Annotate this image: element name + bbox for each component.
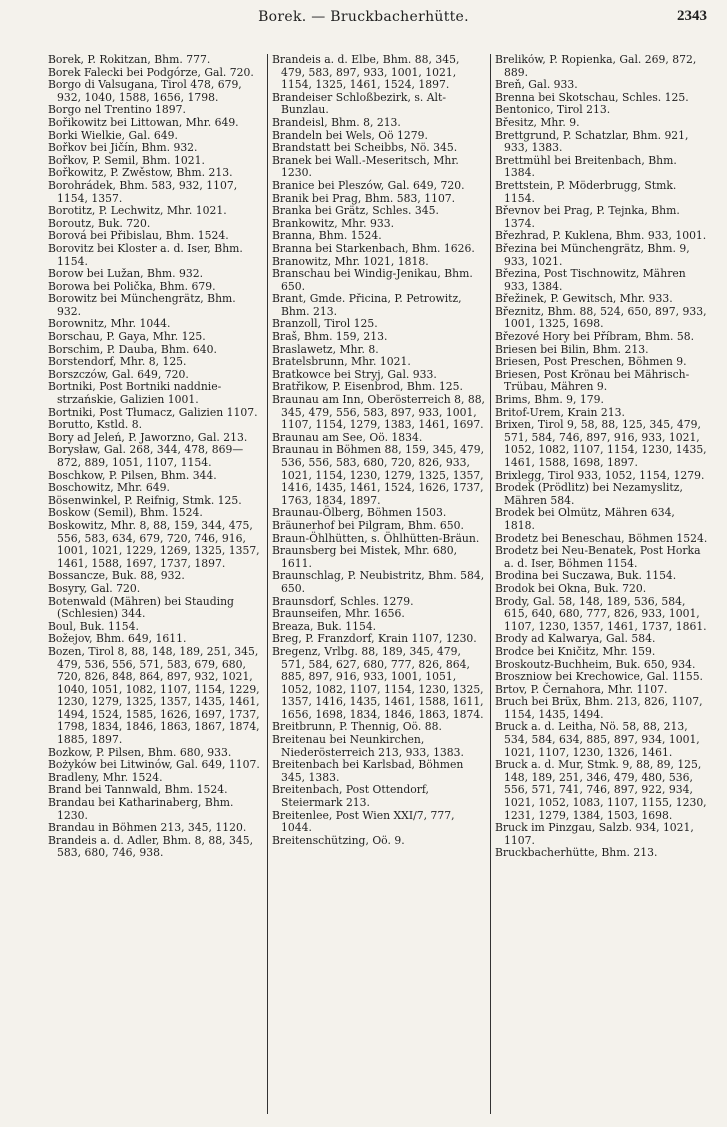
directory-entry: Bruck a. d. Mur, Stmk. 9, 88, 89, 125, 148, 189, 251, 346, 479, 480, 536, 556, 571, 741, 746, 897, 922, 934, 1021, 1052, 1083, 1107, 1155, 1230, 1231, 1279, 1384, 1503, 1698. [495,758,707,822]
directory-entry: Bratelsbrunn, Mhr. 1021. [272,355,411,369]
directory-entry: Brant, Gmde. Přicina, P. Petrowitz, Bhm. 213. [272,292,462,318]
directory-entry: Březhrad, P. Kuklena, Bhm. 933, 1001. [495,229,707,243]
directory-entry: Březové Hory bei Příbram, Bhm. 58. [495,330,695,344]
directory-entry: Bortniki, Post Tłumacz, Galizien 1107. [48,405,258,419]
column-3 [490,54,713,1114]
directory-entry: Brody, Gal. 58, 148, 189, 536, 584, 615, 640, 680, 777, 826, 933, 1001, 1107, 1230, 1357, 1461, 1737, 1861. [495,594,707,633]
directory-entry: Boroutz, Buk. 720. [48,216,151,230]
directory-entry: Boskowitz, Mhr. 8, 88, 159, 344, 475, 556, 583, 634, 679, 720, 746, 916, 1001, 1021, 1229, 1269, 1325, 1357, 1461, 1588, 1697, 1737, 1897. [48,518,260,570]
directory-entry: Borschau, P. Gaya, Mhr. 125. [48,330,206,344]
directory-entry: Bregenz, Vrlbg. 88, 189, 345, 479, 571, 584, 627, 680, 777, 826, 864, 885, 897, 916, 933, 1001, 1051, 1052, 1082, 1107, 1154, 1230, 1325, 1357, 1416, 1435, 1461, 1588, 1611, 1656, 1698, 1834, 1846, 1863, 1874. [272,644,484,721]
directory-entry: Bořkowitz, P. Zwěstow, Bhm. 213. [48,166,233,180]
directory-entry: Breitenau bei Neunkirchen, Niederösterreich 213, 933, 1383. [272,733,464,759]
directory-entry: Brandau bei Katharinaberg, Bhm. 1230. [48,796,234,822]
directory-entry: Březina bei Münchengrätz, Bhm. 9, 933, 1021. [495,241,690,268]
directory-entry: Borschim, P. Dauba, Bhm. 640. [48,342,217,356]
directory-entry: Brodina bei Suczawa, Buk. 1154. [495,569,677,583]
directory-entry: Borek, P. Rokitzan, Bhm. 777. [48,54,211,66]
directory-entry: Bruck im Pinzgau, Salzb. 934, 1021, 1107. [495,821,694,847]
directory-entry: Branna, Bhm. 1524. [272,229,382,243]
directory-entry: Braš, Bhm. 159, 213. [272,330,388,344]
directory-entry: Bratřikow, P. Eisenbrod, Bhm. 125. [272,380,463,394]
directory-entry: Brandeiser Schloßbezirk, s. Alt-Bunzlau. [272,90,446,117]
directory-entry: Breaza, Buk. 1154. [272,619,377,633]
directory-entry: Brody ad Kalwarya, Gal. 584. [495,632,656,646]
directory-entry: Boschkow, P. Pilsen, Bhm. 344. [48,468,217,482]
directory-entry: Bradleny, Mhr. 1524. [48,770,163,784]
directory-entry: Brenna bei Skotschau, Schles. 125. [495,90,689,104]
directory-entry: Brtov, P. Černahora, Mhr. 1107. [495,682,668,696]
directory-entry: Brodok bei Okna, Buk. 720. [495,581,647,595]
directory-entry: Bozen, Tirol 8, 88, 148, 189, 251, 345, 479, 536, 556, 571, 583, 679, 680, 720, 826, 848, 864, 897, 932, 1021, 1040, 1051, 1082, 1107, 1154, 1229, 1230, 1279, 1325, 1357, 1435, 1461, 1494, 1524, 1585, 1626, 1697, 1737, 1798, 1834, 1846, 1863, 1867, 1874, 1885, 1897. [48,644,260,747]
directory-entry: Broszniow bei Krechowice, Gal. 1155. [495,670,703,684]
directory-entry: Bożyków bei Litwinów, Gal. 649, 1107. [48,758,260,772]
directory-entry: Branek bei Wall.-Meseritsch, Mhr. 1230. [272,153,459,180]
directory-entry: Brandeis a. d. Adler, Bhm. 8, 88, 345, 583, 680, 746, 938. [48,833,254,860]
directory-entry: Breitbrunn, P. Thennig, Oö. 88. [272,720,442,734]
directory-entry: Březina, Post Tischnowitz, Mähren 933, 1384. [495,267,686,293]
directory-entry: Brodce bei Kničitz, Mhr. 159. [495,644,656,658]
directory-entry: Brandeln bei Wels, Oö 1279. [272,128,428,142]
directory-entry: Braun-Öhlhütten, s. Öhlhütten-Bräun. [272,531,480,545]
directory-entry: Braunschlag, P. Neubistritz, Bhm. 584, 650. [272,569,485,595]
directory-entry: Branschau bei Windig-Jenikau, Bhm. 650. [272,267,473,293]
directory-entry: Bruckbacherhütte, Bhm. 213. [495,846,658,860]
directory-entry: Bosyry, Gal. 720. [48,581,141,595]
directory-entry: Březnitz, Bhm. 88, 524, 650, 897, 933, 1001, 1325, 1698. [495,304,707,331]
directory-entry: Breitenschützing, Oö. 9. [272,833,405,847]
directory-entry: Borová bei Přibislau, Bhm. 1524. [48,229,229,243]
directory-columns [44,54,714,1114]
running-head: Borek. — Bruckbacherhütte. [258,9,469,25]
directory-entry: Bořkov, P. Semil, Bhm. 1021. [48,153,205,167]
directory-entry: Botenwald (Mähren) bei Stauding (Schlesien) 344. [48,594,234,621]
directory-entry: Boskow (Semil), Bhm. 1524. [48,506,203,520]
directory-entry: Borowa bei Polička, Bhm. 679. [48,279,216,293]
directory-entry: Bozkow, P. Pilsen, Bhm. 680, 933. [48,745,232,759]
directory-entry: Bory ad Jeleń, P. Jaworzno, Gal. 213. [48,430,248,444]
directory-entry: Borow bei Lužan, Bhm. 932. [48,267,204,281]
directory-entry: Braunau in Böhmen 88, 159, 345, 479, 536, 556, 583, 680, 720, 826, 933, 1021, 1154, 1230, 1279, 1325, 1357, 1416, 1435, 1461, 1524, 1626, 1737, 1763, 1834, 1897. [272,443,485,507]
directory-entry: Borysław, Gal. 268, 344, 478, 869—872, 889, 1051, 1107, 1154. [48,443,244,469]
directory-entry: Brand bei Tannwald, Bhm. 1524. [48,783,228,797]
directory-entry: Branna bei Starkenbach, Bhm. 1626. [272,241,475,255]
directory-entry: Bruck a. d. Leitha, Nö. 58, 88, 213, 534, 584, 634, 885, 897, 934, 1001, 1021, 1107, 1230, 1326, 1461. [495,720,700,759]
directory-entry: Brixen, Tirol 9, 58, 88, 125, 345, 479, 571, 584, 746, 897, 916, 933, 1021, 1052, 1082, 1107, 1154, 1230, 1435, 1461, 1588, 1698, 1897. [495,418,707,469]
directory-entry: Breg, P. Franzdorf, Krain 1107, 1230. [272,632,477,646]
directory-entry: Brodek bei Olmütz, Mähren 634, 1818. [495,506,675,532]
directory-entry: Brodek (Prödlitz) bei Nezamyslitz, Mähren 584. [495,481,683,507]
directory-entry: Bortniki, Post Bortniki naddnie-strzańskie, Galizien 1001. [48,380,222,407]
directory-entry: Borotitz, P. Lechwitz, Mhr. 1021. [48,204,227,218]
directory-entry: Bentonico, Tirol 213. [495,103,611,117]
directory-entry: Brims, Bhm. 9, 179. [495,393,604,407]
directory-entry: Břesitz, Mhr. 9. [495,115,580,129]
directory-entry: Briesen, Post Krönau bei Mährisch-Trübau, Mähren 9. [495,367,690,394]
directory-entry: Borownitz, Mhr. 1044. [48,317,171,331]
directory-entry: Borstendorf, Mhr. 8, 125. [48,355,187,369]
directory-entry: Bräunerhof bei Pilgram, Bhm. 650. [272,518,464,532]
directory-entry: Branka bei Grätz, Schles. 345. [272,204,439,218]
directory-entry: Brandau in Böhmen 213, 345, 1120. [48,821,247,835]
directory-entry: Brettstein, P. Möderbrugg, Stmk. 1154. [495,178,677,205]
directory-entry: Brodetz bei Beneschau, Böhmen 1524. [495,531,708,545]
directory-entry: Breitenbach bei Karlsbad, Böhmen 345, 1383. [272,758,464,784]
directory-entry: Briesen, Post Preschen, Böhmen 9. [495,355,687,369]
directory-entry: Braslawetz, Mhr. 8. [272,342,379,356]
directory-entry: Borki Wielkie, Gal. 649. [48,128,178,142]
directory-entry: Borszczów, Gal. 649, 720. [48,367,189,381]
directory-entry: Braunseifen, Mhr. 1656. [272,607,405,621]
directory-entry: Bratkowce bei Stryj, Gal. 933. [272,367,437,381]
directory-entry: Braunau am See, Oö. 1834. [272,430,423,444]
directory-entry: Bořikowitz bei Littowan, Mhr. 649. [48,115,239,129]
directory-entry: Braunsberg bei Mistek, Mhr. 680, 1611. [272,544,458,570]
directory-entry: Bösenwinkel, P. Reifnig, Stmk. 125. [48,493,242,507]
directory-entry: Borek Falecki bei Podgórze, Gal. 720. [48,65,254,79]
directory-entry: Boul, Buk. 1154. [48,619,139,633]
directory-entry: Božejov, Bhm. 649, 1611. [48,632,187,646]
directory-entry: Borgo nel Trentino 1897. [48,103,186,117]
directory-entry: Branzoll, Tirol 125. [272,317,378,331]
column-1 [44,54,267,1114]
directory-entry: Borovitz bei Kloster a. d. Iser, Bhm. 1154. [48,241,243,268]
directory-entry: Branik bei Prag, Bhm. 583, 1107. [272,191,456,205]
directory-entry: Breň, Gal. 933. [495,78,578,92]
directory-entry: Branowitz, Mhr. 1021, 1818. [272,254,429,268]
directory-entry: Brodetz bei Neu-Benatek, Post Horka a. d. Iser, Böhmen 1154. [495,544,701,570]
directory-entry: Britof-Urem, Krain 213. [495,405,625,419]
page-header [0,0,727,44]
directory-entry: Bossancze, Buk. 88, 932. [48,569,185,583]
directory-entry: Brandeisl, Bhm. 8, 213. [272,115,401,129]
directory-entry: Borohrádek, Bhm. 583, 932, 1107, 1154, 1357. [48,178,238,205]
directory-entry: Borutto, Kstld. 8. [48,418,143,432]
directory-entry: Brandstatt bei Scheibbs, Nö. 345. [272,141,458,155]
directory-entry: Boschowitz, Mhr. 649. [48,481,170,495]
directory-entry: Bořkov bei Jičín, Bhm. 932. [48,141,198,155]
directory-entry: Brelików, P. Ropienka, Gal. 269, 872, 889. [495,54,697,79]
column-2 [267,54,490,1114]
directory-entry: Brandeis a. d. Elbe, Bhm. 88, 345, 479, 583, 897, 933, 1001, 1021, 1154, 1325, 1461, 1524, 1897. [272,54,460,92]
page-number: 2343 [677,8,707,24]
directory-entry: Brankowitz, Mhr. 933. [272,216,395,230]
directory-entry: Braunsdorf, Schles. 1279. [272,594,414,608]
directory-entry: Brettmühl bei Breitenbach, Bhm. 1384. [495,153,677,180]
directory-entry: Brettgrund, P. Schatzlar, Bhm. 921, 933, 1383. [495,128,689,155]
directory-entry: Braunau am Inn, Oberösterreich 8, 88, 345, 479, 556, 583, 897, 933, 1001, 1107, 1154, 1279, 1383, 1461, 1697. [272,393,485,432]
directory-entry: Břežinek, P. Gewitsch, Mhr. 933. [495,292,673,306]
directory-entry: Briesen bei Bilin, Bhm. 213. [495,342,649,356]
directory-entry: Breitenbach, Post Ottendorf, Steiermark 213. [272,783,429,810]
directory-entry: Brixlegg, Tirol 933, 1052, 1154, 1279. [495,468,705,482]
directory-entry: Břevnov bei Prag, P. Tejnka, Bhm. 1374. [495,204,680,230]
directory-entry: Breitenlee, Post Wien XXI/7, 777, 1044. [272,808,455,835]
directory-entry: Borowitz bei Münchengrätz, Bhm. 932. [48,292,236,318]
directory-entry: Branice bei Pleszów, Gal. 649, 720. [272,178,465,192]
directory-entry: Borgo di Valsugana, Tirol 478, 679, 932, 1040, 1588, 1656, 1798. [48,78,242,104]
directory-entry: Bruch bei Brüx, Bhm. 213, 826, 1107, 1154, 1435, 1494. [495,695,703,721]
directory-entry: Broskoutz-Buchheim, Buk. 650, 934. [495,657,696,671]
directory-entry: Braunau-Ölberg, Böhmen 1503. [272,506,447,520]
